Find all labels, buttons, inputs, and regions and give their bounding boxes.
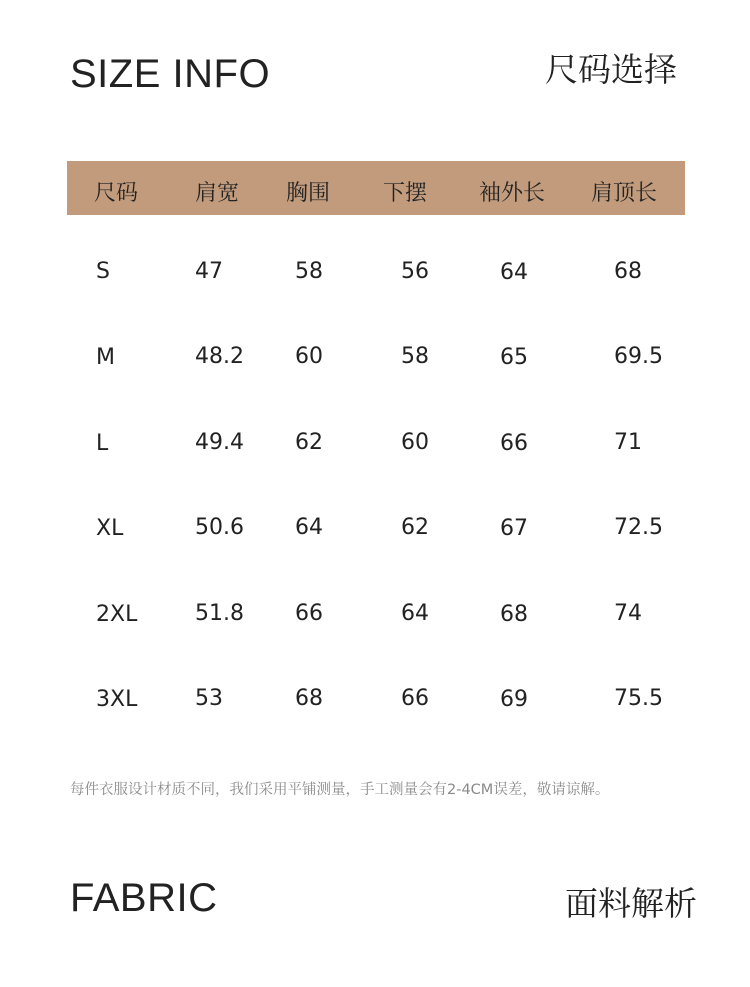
table-cell: 66: [295, 601, 323, 626]
header-size: 尺码: [94, 181, 139, 206]
table-cell: L: [96, 431, 109, 456]
table-cell: 48.2: [195, 344, 244, 369]
table-cell: 65: [500, 345, 528, 370]
header-shoulder-length: 肩顶长: [591, 181, 658, 206]
header-chest: 胸围: [286, 181, 331, 206]
table-cell: 67: [500, 516, 528, 541]
size-info-title-cn: 尺码选择: [545, 50, 677, 89]
size-info-title: SIZE INFO: [70, 52, 271, 96]
table-cell: 47: [195, 259, 223, 284]
header-sleeve-length: 袖外长: [479, 181, 546, 206]
table-cell: 49.4: [195, 430, 244, 455]
table-cell: 51.8: [195, 601, 244, 626]
table-cell: 66: [500, 431, 528, 456]
table-cell: 66: [401, 686, 429, 711]
table-cell: 53: [195, 686, 223, 711]
table-cell: 68: [500, 602, 528, 627]
measurement-note: 每件衣服设计材质不同，我们采用平铺测量，手工测量会有2-4CM误差，敬请谅解。: [70, 782, 610, 798]
table-cell: 64: [401, 601, 429, 626]
table-cell: 58: [401, 344, 429, 369]
table-cell: 58: [295, 259, 323, 284]
table-cell: 64: [500, 260, 528, 285]
table-cell: 60: [295, 344, 323, 369]
fabric-title: FABRIC: [70, 876, 218, 920]
table-cell: 71: [614, 430, 642, 455]
table-cell: M: [96, 345, 115, 370]
table-cell: 3XL: [96, 687, 138, 712]
header-hem: 下摆: [383, 181, 428, 206]
table-cell: 62: [295, 430, 323, 455]
table-cell: 2XL: [96, 602, 138, 627]
table-cell: 62: [401, 515, 429, 540]
table-cell: 75.5: [614, 686, 663, 711]
fabric-title-cn: 面料解析: [565, 884, 697, 923]
table-cell: 68: [295, 686, 323, 711]
table-cell: 56: [401, 259, 429, 284]
table-cell: 69.5: [614, 344, 663, 369]
table-cell: 50.6: [195, 515, 244, 540]
table-cell: XL: [96, 516, 124, 541]
table-cell: 74: [614, 601, 642, 626]
header-shoulder-width: 肩宽: [195, 181, 240, 206]
table-cell: 64: [295, 515, 323, 540]
table-cell: 72.5: [614, 515, 663, 540]
table-cell: 69: [500, 687, 528, 712]
table-cell: 60: [401, 430, 429, 455]
table-cell: 68: [614, 259, 642, 284]
table-cell: S: [96, 259, 110, 284]
